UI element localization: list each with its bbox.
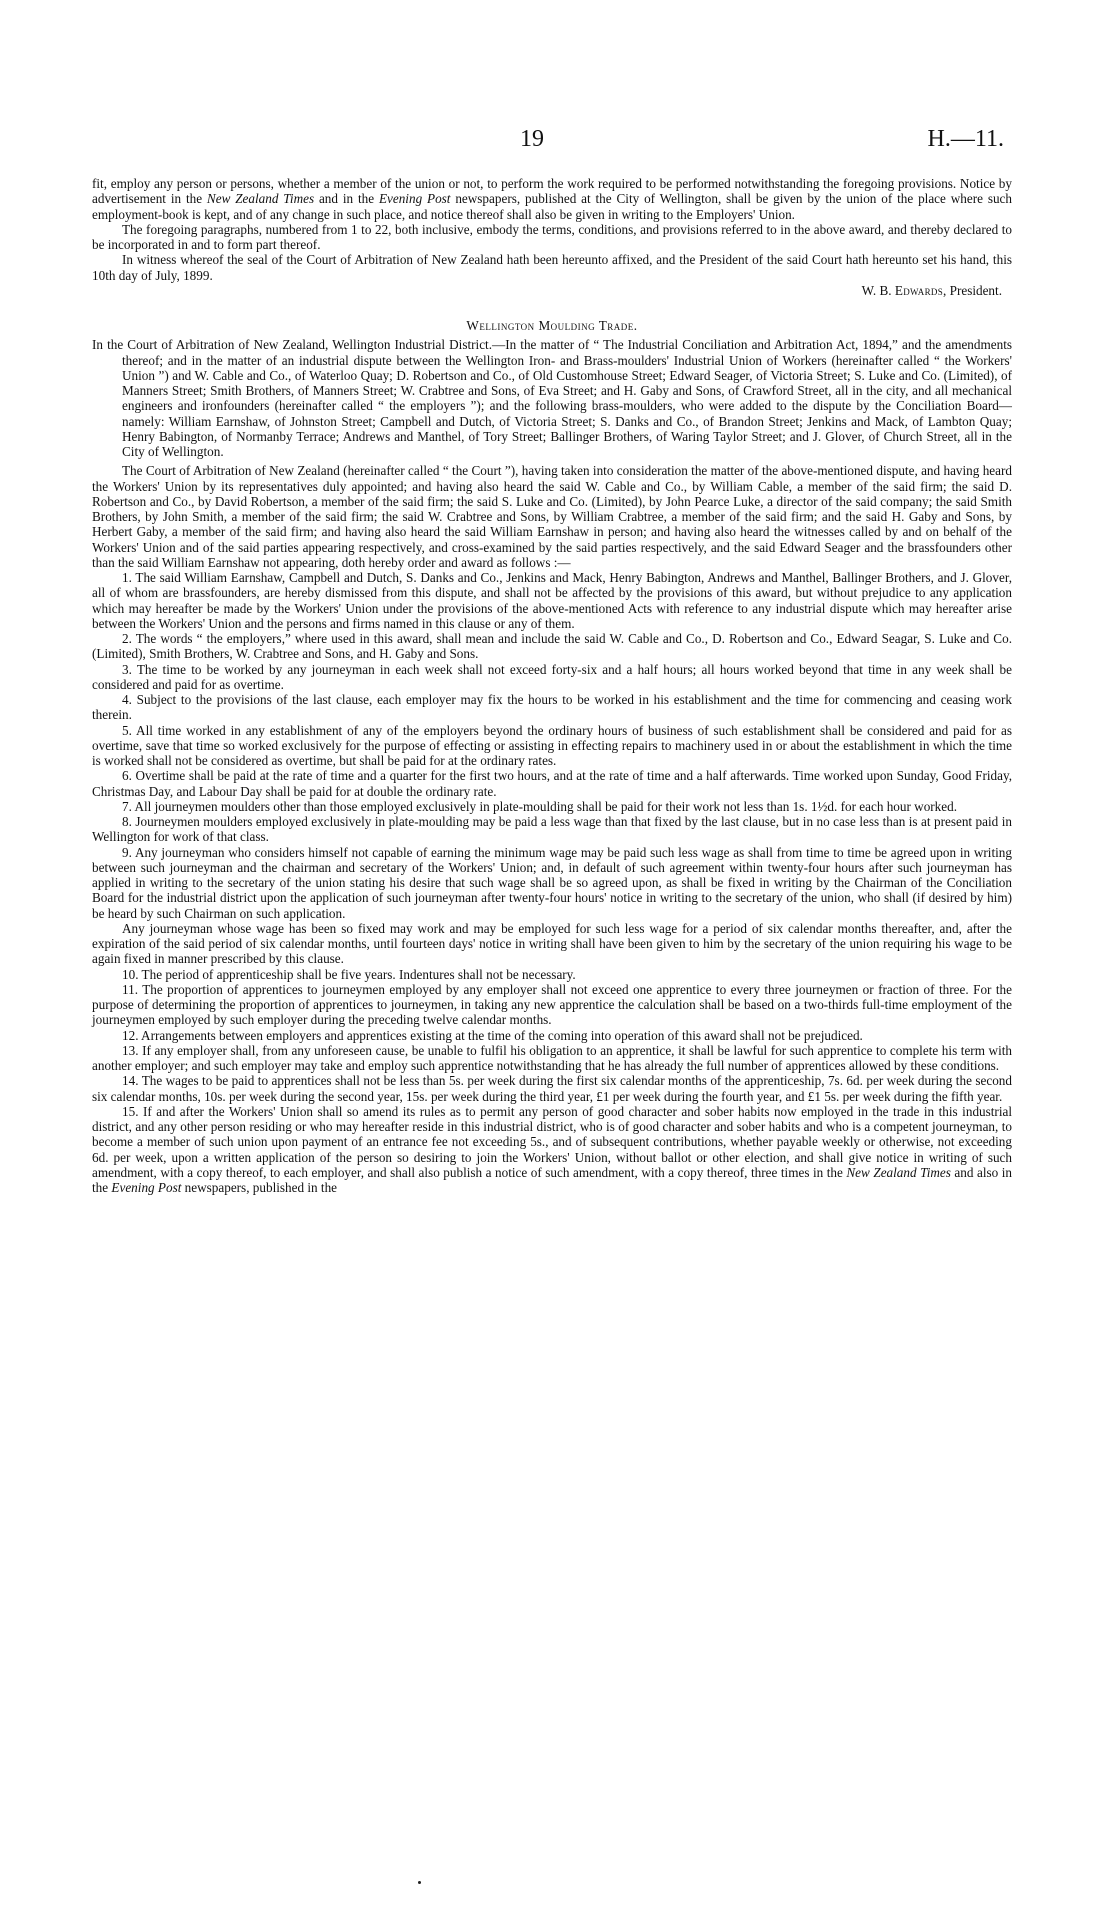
- newspaper-name: New Zealand Times: [206, 191, 315, 207]
- award-clause: 14. The wages to be paid to apprentices shall not be less than 5s. per week during the first six calendar months of the apprenticeship, 7s. 6d. per week during the second six calendar months, 10s. per week during the second year, 15s. per week during the third year, £1 per week during the fourth year, and £1 5s. per week during the fifth year.: [92, 1073, 1012, 1104]
- award-clause: 1. The said William Earnshaw, Campbell and Dutch, S. Danks and Co., Jenkins and Mack, Henry Babington, Andrews and Manthel, Ballinger Brothers, and J. Glover, all of whom are brassfounders, are hereby dismissed from this dispute, and shall not be affected by the provisions of this award, but without prejudice to any application which may hereafter be made by the Workers' Union under the provisions of the above-mentioned Acts with reference to any industrial dispute which may hereafter arise between the Workers' Union and the persons and firms named in this clause or any of them.: [92, 570, 1012, 631]
- witness-paragraph: In witness whereof the seal of the Court of Arbitration of New Zealand hath been hereunto affixed, and the President of the said Court hath hereunto set his hand, this 10th day of July, 1899.: [92, 252, 1012, 283]
- award-clause: 12. Arrangements between employers and apprentices existing at the time of the coming into operation of this award shall not be prejudiced.: [122, 1027, 863, 1043]
- newspaper-name: Evening Post: [111, 1180, 182, 1195]
- award-clause: 11. The proportion of apprentices to journeymen employed by any employer shall not exceed one apprentice to every three journeymen or fraction of three. For the purpose of determining the proportion of apprentices to journeymen, in taking any new apprentice the calculation shall be based on a two-thirds full-time employment of the journeymen employed by such employer during the preceding twelve calendar months.: [92, 981, 1012, 1028]
- award-clause: 6. Overtime shall be paid at the rate of time and a quarter for the first two hours, and at the rate of time and a half afterwards. Time worked upon Sunday, Good Friday, Christmas Day, and Labour Day shall be paid for at double the ordinary rate.: [92, 768, 1012, 799]
- page-header: [0, 126, 1114, 156]
- signature-name: Edwards: [894, 282, 944, 298]
- award-clause: 3. The time to be worked by any journeyman in each week shall not exceed forty-six and a half hours; all hours worked beyond that time in any week shall be considered and paid for as overtime.: [92, 661, 1012, 692]
- text-run: fit, employ any person or persons, whether a member of the union or not, to perform the work required to be performed notwithstanding the foregoing provisions. Notice by advertisement in the: [92, 176, 1012, 207]
- award-clause: 10. The period of apprenticeship shall be five years. Indentures shall not be necessary.: [122, 966, 576, 982]
- text-run: and in the: [314, 191, 379, 207]
- signature: [92, 283, 1012, 298]
- section-title: Wellington Moulding Trade.: [466, 318, 638, 333]
- court-intro: In the Court of Arbitration of New Zealand, Wellington Industrial District.—In the matter of “ The Industrial Conciliation and Arbitration Act, 1894,” and the amendments thereof; and in the matter of an industrial dispute between the Wellington Iron- and Brass-moulders' Industrial Union of Workers (hereinafter called “ the Workers' Union ”) and W. Cable and Co., of Waterloo Quay; D. Robertson and Co., of Old Customhouse Street; Edward Seager, of Victoria Street; S. Luke and Co. (Limited), of Manners Street; Smith Brothers, of Manners Street; W. Crabtree and Sons, of Eva Street; and H. Gaby and Sons, of Crawford Street, all in the city, and all mechanical engineers and ironfounders (hereinafter called “ the employers ”); and the following brass-moulders, who were added to the dispute by the Conciliation Board—namely: William Earnshaw, of Johnston Street; Campbell and Dutch, of Victoria Street; S. Danks and Co., of Brandon Street; Jenkins and Mack, of Lambton Quay; Henry Babington, of Normanby Terrace; Andrews and Manthel, of Tory Street; Ballinger Brothers, of Waring Taylor Street; and J. Glover, of Church Street, all in the City of Wellington.: [92, 337, 1012, 459]
- page-mark: [418, 1881, 421, 1884]
- award-clause: Any journeyman whose wage has been so fixed may work and may be employed for such less wage for a period of six calendar months thereafter, and, after the expiration of the said period of six calendar months, until fourteen days' notice in writing shall have been given to him by the secretary of the union requiring his wage to be again fixed in manner prescribed by this clause.: [92, 920, 1012, 967]
- document-reference: H.—11.: [927, 126, 1004, 152]
- page-body: [92, 176, 1012, 1195]
- page-number: 19: [520, 126, 544, 152]
- award-clause: 9. Any journeyman who considers himself not capable of earning the minimum wage may be paid such less wage as shall from time to time be agreed upon in writing between such journeyman and the chairman and secretary of the Workers' Union; and, in default of such agreement within twenty-four hours after such journeyman has applied in writing to the secretary of the union stating his desire that such wage shall be so agreed upon, as shall be fixed in writing by the Chairman of the Conciliation Board for the industrial district upon the application of such journeyman after twenty-four hours' notice in writing to the secretary of the union, who shall (if desired by him) be heard by such Chairman on such application.: [92, 844, 1012, 921]
- foregoing-paragraph: The foregoing paragraphs, numbered from 1 to 22, both inclusive, embody the terms, conditions, and provisions referred to in the above award, and thereby declared to be incorporated in and to form part thereof.: [92, 221, 1012, 252]
- text-run: and also in the: [92, 1164, 1013, 1195]
- award-clause: 13. If any employer shall, from any unforeseen cause, be unable to fulfil his obligation to an apprentice, it shall be lawful for such apprentice to complete his term with another employer; and such employer may take and employ such apprentice notwithstanding that he has already the full number of apprentices allowed by these conditions.: [92, 1042, 1012, 1073]
- text-run: 15. If and after the Workers' Union shall so amend its rules as to permit any person of good character and sober habits now employed in the trade in this industrial district, and any other person residing or who may hereafter reside in this industrial district, who is of good character and sober habits and who is a competent journeyman, to become a member of such union upon payment of an entrance fee not exceeding 5s., and of subsequent contributions, whether payable weekly or otherwise, not exceeding 6d. per week, upon a written application of the person so desiring to join the Workers' Union, without ballot or other election, and shall give notice in writing of such amendment, with a copy thereof, to each employer, and shall also publish a notice of such amendment, with a copy thereof, three times in the: [92, 1103, 1012, 1180]
- award-clause: 8. Journeymen moulders employed exclusively in plate-moulding may be paid a less wage than that fixed by the last clause, but in no case less than is at present paid in Wellington for work of that class.: [92, 814, 1012, 845]
- award-clause: 2. The words “ the employers,” where used in this award, shall mean and include the said W. Cable and Co., D. Robertson and Co., Edward Seagar, S. Luke and Co. (Limited), Smith Brothers, W. Crabtree and Sons, and H. Gaby and Sons.: [92, 631, 1012, 662]
- signature-initials: W. B.: [861, 282, 895, 298]
- continuation-paragraph: [92, 176, 1012, 222]
- newspaper-name: New Zealand Times: [846, 1164, 951, 1180]
- award-clause: [92, 1104, 1012, 1196]
- text-run: newspapers, published at the City of Wellington, shall be given by the union of the place where such employment-book is kept, and of any change in such place, and notice thereof shall also be given in writing to the Employers' Union.: [92, 191, 1012, 222]
- award-clause: 7. All journeymen moulders other than those employed exclusively in plate-moulding shall be paid for their work not less than 1s. 1½d. for each hour worked.: [122, 798, 958, 814]
- award-clause: 5. All time worked in any establishment of any of the employers beyond the ordinary hours of business of such establishment shall be considered and paid for as overtime, save that time so worked exclusively for the purpose of effecting or assisting in effecting repairs to machinery used in or about the establishment in which the time is worked shall not be considered as overtime, but shall be paid for at the ordinary rates.: [92, 722, 1012, 768]
- award-clause: 4. Subject to the provisions of the last clause, each employer may fix the hours to be worked in his establishment and the time for commencing and ceasing work therein.: [92, 692, 1012, 723]
- newspaper-name: Evening Post: [378, 191, 451, 207]
- signature-title: , President.: [943, 282, 1002, 298]
- award-preamble: The Court of Arbitration of New Zealand (hereinafter called “ the Court ”), having taken into consideration the matter of the above-mentioned dispute, and having heard the Workers' Union by its representatives duly appointed; and having also heard the said W. Cable and Co., by William Cable, a member of the said firm; the said D. Robertson and Co., by David Robertson, a member of the said firm; the said S. Luke and Co. (Limited), by John Pearce Luke, a director of the said company; the said Smith Brothers, by John Smith, a member of the said firm; the said W. Crabtree and Sons, by William Crabtree, a member of the said firm; and the said H. Gaby and Sons, by Herbert Gaby, a member of the said firm; and having also heard the said William Earnshaw in person; and having also heard the witnesses called by and on behalf of the Workers' Union and of the said parties appearing respectively, and cross-examined by the said parties respectively, and the said Edward Seager and the brassfounders other than the said William Earnshaw not appearing, doth hereby order and award as follows :—: [92, 463, 1012, 570]
- text-run: newspapers, published in the: [181, 1180, 338, 1195]
- award-clauses: [92, 570, 1012, 1104]
